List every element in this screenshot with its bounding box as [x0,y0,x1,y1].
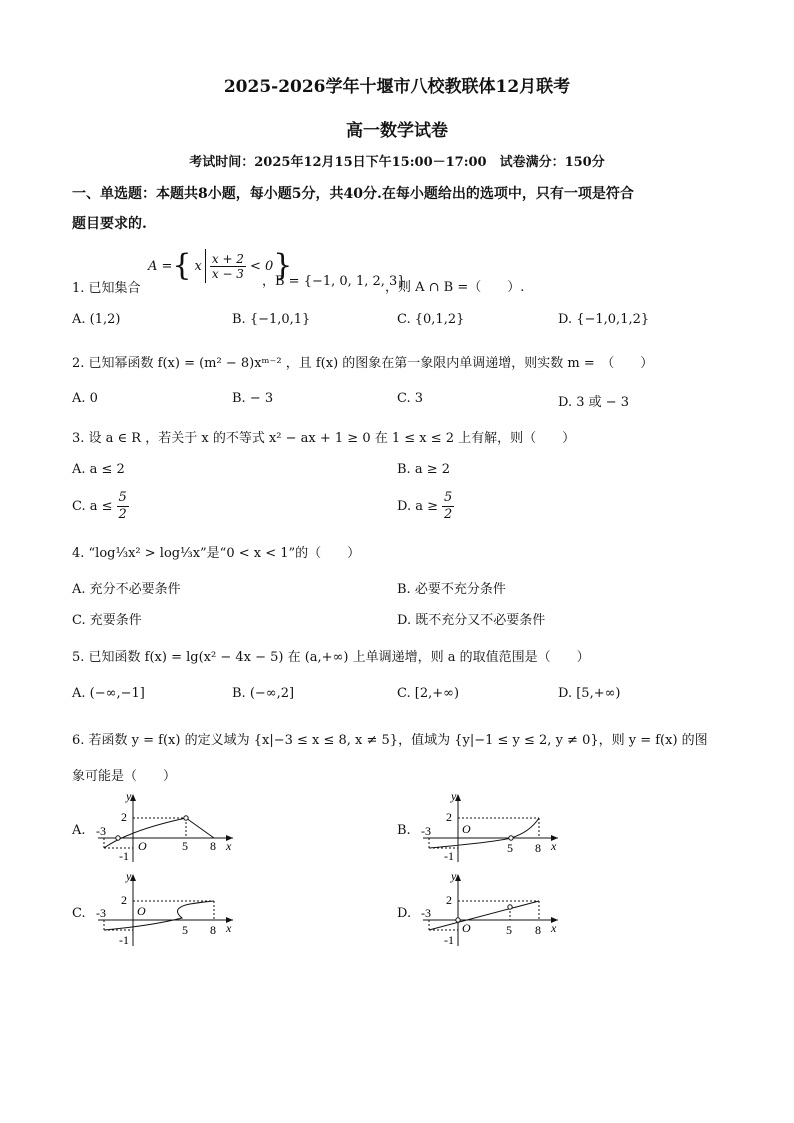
q3-option-d-fraction [442,490,454,523]
tick-label-neg1: -1 [444,849,454,863]
q2-option-c[interactable]: C. 3 [397,391,424,406]
open-point [184,816,188,820]
q3-option-c-label: C. a ≤ [72,499,113,514]
origin-label: O [138,839,147,853]
q5-option-c[interactable]: C. [2,+∞) [397,686,460,701]
tick-label-neg3: -3 [421,824,431,838]
q1-option-c[interactable]: C. {0,1,2} [397,312,465,327]
q6-stem-line1: 6. 若函数 y = f(x) 的定义域为 {x|−3 ≤ x ≤ 8, x ≠ 5}，值域为 {y|−1 ≤ y ≤ 2, y ≠ 0}，则 y = f(x) 的图 [72,733,708,748]
q5-option-b[interactable]: B. (−∞,2] [232,686,295,701]
q1-brace-left: { [172,248,192,283]
tick-label-8: 8 [535,923,541,937]
tick-label-neg1: -1 [119,849,129,863]
tick-label-8: 8 [210,923,216,937]
q1-set-a-relation: < 0 [249,258,274,274]
origin-label: O [137,904,146,918]
open-point [509,836,513,840]
q3-option-c[interactable] [72,490,129,523]
q2-option-b[interactable]: B. − 3 [232,391,274,406]
q1-set-a-lhs: A = [148,258,173,274]
open-point [116,836,120,840]
y-label: y [451,790,457,803]
q1-set-a-var: x [192,249,206,283]
section-heading-line2: 题目要求的. [72,216,147,232]
q4-option-b[interactable]: B. 必要不充分条件 [397,582,506,597]
q3-option-a[interactable]: A. a ≤ 2 [72,462,125,477]
y-label: y [451,870,457,883]
q4-option-c[interactable]: C. 充要条件 [72,613,142,628]
q1-fraction-numerator: x + 2 [211,251,244,266]
q4-stem: 4. “log⅓x² > log⅓x”是“0 < x < 1”的（ ） [72,546,361,561]
q4-option-a[interactable]: A. 充分不必要条件 [72,582,181,597]
q2-option-d[interactable]: D. 3 或 − 3 [558,395,630,410]
tick-label-2: 2 [446,810,452,824]
q3-option-d-numerator: 5 [444,490,453,505]
x-label: x [226,839,232,853]
q5-option-a[interactable]: A. (−∞,−1] [72,686,145,701]
q6-graph-d[interactable] [415,870,570,950]
q3-option-d[interactable] [397,490,454,523]
origin-label: O [462,921,471,935]
q3-option-c-fraction [117,490,129,523]
q1-option-a[interactable]: A. (1,2) [72,312,121,327]
function-segment [186,818,214,838]
q2-stem: 2. 已知幂函数 f(x) = (m² − 8)xᵐ⁻² ，且 f(x) 的图象在第一象限内单调递增，则实数 m = （ ） [72,356,654,371]
q5-option-d[interactable]: D. [5,+∞) [558,686,621,701]
q1-set-b: ，B = {−1, 0, 1, 2, 3} [262,274,406,289]
q6-graph-b[interactable] [415,790,570,865]
tick-label-2: 2 [446,893,452,907]
q3-stem: 3. 设 a ∈ R ，若关于 x 的不等式 x² − ax + 1 ≥ 0 在 1 ≤ x ≤ 2 上有解，则（ ） [72,431,576,446]
q1-suffix: ，则 A ∩ B =（ ）. [385,280,525,295]
origin-label: O [462,822,471,836]
tick-label-2: 2 [121,893,127,907]
q1-prefix: 1. 已知集合 [72,281,141,296]
x-label: x [226,921,232,935]
open-point [456,918,460,922]
tick-label-neg3: -3 [421,906,431,920]
q2-option-a[interactable]: A. 0 [72,391,98,406]
q1-brace-right: } [273,248,293,283]
exam-subtitle: 高一数学试卷 [346,121,448,141]
q4-option-d[interactable]: D. 既不充分又不必要条件 [397,613,546,628]
q3-option-c-numerator: 5 [118,490,127,505]
section-heading-line1: 一、单选题：本题共8小题，每小题5分，共40分.在每小题给出的选项中，只有一项是符合 [72,186,634,202]
exam-meta: 考试时间：2025年12月15日下午15:00－17:00 试卷满分：150分 [189,155,605,170]
tick-label-5: 5 [507,841,513,855]
tick-label-neg3: -3 [96,906,106,920]
q6-graph-c[interactable] [90,870,245,950]
q1-fraction-denominator: x − 3 [211,266,244,281]
tick-label-neg1: -1 [119,933,129,947]
exam-title: 2025-2026学年十堰市八校教联体12月联考 [223,77,571,97]
tick-label-neg1: -1 [444,933,454,947]
q3-option-d-label: D. a ≥ [397,499,438,514]
open-point [508,905,512,909]
tick-label-neg3: -3 [96,824,106,838]
q6-stem-line2: 象可能是（ ） [72,769,177,784]
q5-stem: 5. 已知函数 f(x) = lg(x² − 4x − 5) 在 (a,+∞) 上单调递增，则 a 的取值范围是（ ） [72,650,590,665]
tick-label-5: 5 [182,839,188,853]
q6-option-b-label[interactable]: B. [397,823,411,838]
q1-option-d[interactable]: D. {−1,0,1,2} [558,312,650,327]
q3-option-c-denominator: 2 [118,507,127,522]
q1-option-b[interactable]: B. {−1,0,1} [232,312,311,327]
q6-option-a-label[interactable]: A. [72,823,86,838]
y-label: y [126,870,132,883]
y-label: y [126,790,132,803]
tick-label-2: 2 [121,810,127,824]
q1-set-a-fraction [210,252,246,281]
tick-label-5: 5 [182,923,188,937]
q3-option-b[interactable]: B. a ≥ 2 [397,462,450,477]
q3-option-d-denominator: 2 [444,507,453,522]
x-label: x [551,839,557,853]
q6-option-d-label[interactable]: D. [397,906,412,921]
tick-label-8: 8 [210,839,216,853]
q6-option-c-label[interactable]: C. [72,906,86,921]
tick-label-5: 5 [506,923,512,937]
tick-label-8: 8 [535,841,541,855]
x-label: x [551,921,557,935]
q6-graph-a[interactable] [90,790,245,865]
